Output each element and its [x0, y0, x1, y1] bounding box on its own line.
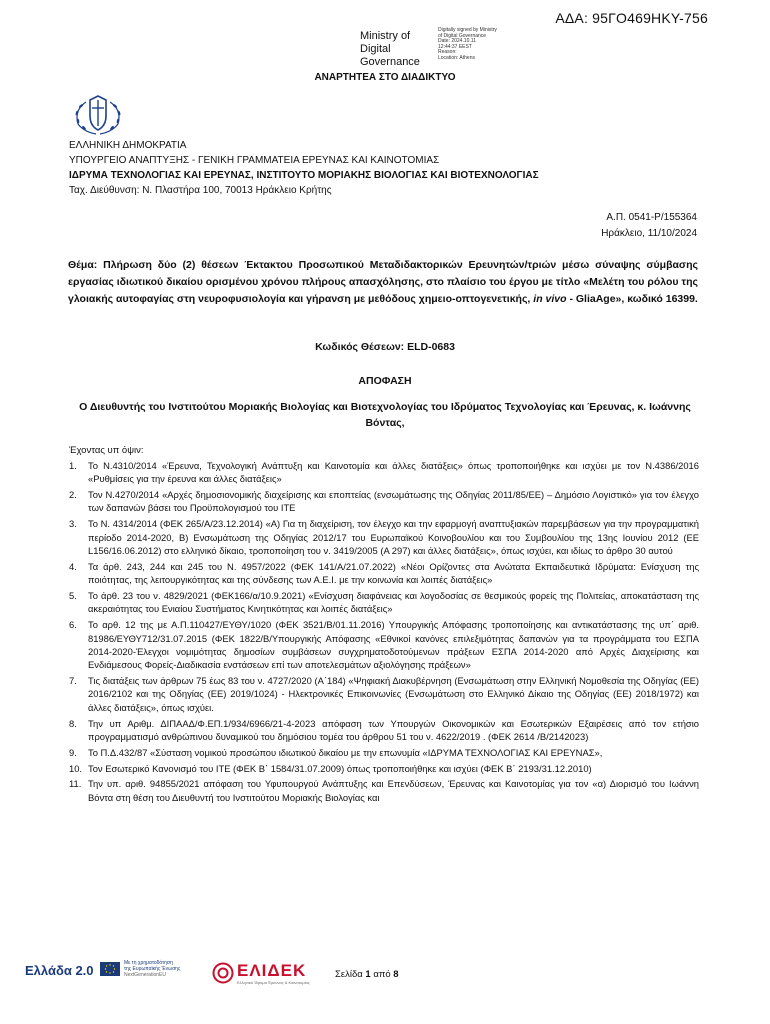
list-item [69, 589, 699, 616]
page-number [335, 969, 399, 980]
list-item [69, 746, 699, 759]
page-total: 8 [393, 969, 399, 980]
institution-header [69, 138, 539, 198]
subject-paragraph [68, 257, 698, 308]
document-refs [601, 210, 697, 242]
list-item-number: 9. [69, 746, 77, 758]
subject-italic: in vivo [533, 293, 567, 305]
list-item-text: Τον Εσωτερικό Κανονισμό του ΙΤΕ (ΦΕΚ Β΄ 1584/31.07.2009) όπως τροποποιήθηκε και ισχύει (ΦΕΚ Β΄ 2193/31.12.2010) [88, 762, 592, 774]
place-date: Ηράκλειο, 11/10/2024 [601, 228, 697, 239]
signature-org-line: Ministry of [360, 30, 411, 42]
list-item-number: 10. [69, 762, 83, 774]
signature-detail-line: Digitally signed by Ministry [438, 27, 497, 33]
decision-heading: ΑΠΟΦΑΣΗ [358, 375, 412, 387]
signature-detail-line: 12:44:37 EEST [438, 43, 472, 50]
list-item [69, 717, 699, 744]
signature-detail-line: Reason: [438, 49, 457, 56]
page-label: Σελίδα [335, 969, 366, 980]
greek-emblem-icon [68, 90, 128, 138]
list-item [69, 762, 699, 775]
eu-funding-text [124, 960, 180, 978]
list-item [69, 777, 699, 804]
list-item [69, 560, 699, 587]
list-item-text: Το Π.Δ.432/87 «Σύσταση νομικού προσώπου ιδιωτικού δικαίου με την επωνυμία «ΙΔΡΥΜΑ ΤΕΧΝΟΛΟΓΙΑΣ ΚΑΙ ΕΡΕΥΝΑΣ», [88, 746, 603, 758]
subject-text-end: - GliaAge», κωδικό 16399. [566, 293, 698, 305]
list-item-number: 2. [69, 489, 77, 501]
signature-detail-line: Date: 2024.10.11 [438, 38, 476, 45]
signature-detail-line: Location: Athens [438, 54, 475, 61]
signature-org [360, 30, 420, 69]
eu-funding-line: Με τη χρηματοδότηση [124, 960, 173, 966]
list-item [69, 618, 699, 671]
signature-org-line: Digital [360, 43, 391, 55]
ellada-logo [25, 962, 95, 982]
signature-org-line: Governance [360, 56, 420, 68]
subject-text: Θέμα: Πλήρωση δύο (2) θέσεων Έκτακτου Προσωπικού Μεταδιδακτορικών Ερευνητών/τριών μέσω σύναψης σύμβασης εργασίας ιδιωτικού δικαίου ορισμένου χρόνου πλήρους απασχόλησης, στο πλαίσιο του έργου με τίτλο «Μελέτη του ρόλου της γλοιακής αυτοφαγίας στη νευροφυσιολογία και γήρανση με μεθόδους χημειο-οπτογενετικής, [68, 259, 698, 305]
list-item-number: 11. [69, 778, 82, 790]
eu-funding-line: της Ευρωπαϊκής Ένωσης [124, 966, 181, 972]
list-item-text: Την υπ Αριθμ. ΔΙΠΑΑΔ/Φ.ΕΠ.1/934/6966/21-4-2023 απόφαση των Υπουργών Οικονομικών και Εσωτερικών Εξαιρέσεις από τον ετήσιο προγραμματισμό ανθρώπινου δυναμικού του δημόσιου τομέα του άρθρου 51 του ν. 4622/2019 . (ΦΕΚ 2614 /Β/2142023) [88, 717, 699, 742]
list-item-number: 4. [69, 560, 77, 572]
director-statement: Ο Διευθυντής του Ινστιτούτου Μοριακής Βιολογίας και Βιοτεχνολογίας του Ιδρύματος Τεχνολογίας και Έρευνας, κ. Ιωάννης Βόντας, [79, 401, 691, 429]
ellada-logo-text: Ελλάδα 2.0 [25, 963, 94, 978]
considerations-list [69, 459, 699, 807]
list-item-number: 6. [69, 619, 77, 631]
signature-details [438, 28, 497, 62]
elidek-subtitle: Ελληνικό Ίδρυμα Έρευνας & Καινοτομίας [237, 980, 310, 985]
list-item [69, 674, 699, 714]
header-address: Ταχ. Διεύθυνση: Ν. Πλαστήρα 100, 70013 Ηράκλειο Κρήτης [69, 185, 332, 196]
list-item-number: 8. [69, 717, 77, 729]
unposted-notice: ΑΝΑΡΤΗΤΕΑ ΣΤΟ ΔΙΑΔΙΚΤΥΟ [314, 72, 456, 83]
positions-code: Κωδικός Θέσεων: ELD-0683 [315, 341, 455, 353]
list-item-text: Το Ν. 4314/2014 (ΦΕΚ 265/Α/23.12.2014) «Α) Για τη διαχείριση, τον έλεγχο και την εφαρμογή αναπτυξιακών παρεμβάσεων για την προγραμματική περίοδο 2014-2020, Β) Ενσωμάτωση της Οδηγίας 2012/17 του Ευρωπαϊκού Κοινοβουλίου και του Συμβουλίου της 13ης Ιουνίου 2012 (ΕΕ L156/16.06.2012) στο ελληνικό δίκαιο, τροποποίηση του ν. 3419/2005 (Α 297) και άλλες διατάξεις», όπως ισχύει, και ιδίως το άρθρο 30 αυτού [88, 518, 699, 556]
considerations-intro: Έχοντας υπ όψιν: [69, 445, 144, 456]
list-item-text: Τα άρθ. 243, 244 και 245 του Ν. 4957/2022 (ΦΕΚ 141/Α/21.07.2022) «Νέοι Ορίζοντες στα Ανώτατα Εκπαιδευτικά Ιδρύματα: Ενίσχυση της ποιότητας, της λειτουργικότητας και της σύνδεσης των Α.Ε.Ι. με την κοινωνία και λοιπές διατάξεις» [88, 560, 699, 586]
list-item-text: Την υπ. αριθ. 94855/2021 απόφαση του Υφυπουργού Ανάπτυξης και Επενδύσεων, Έρευνας και Καινοτομίας για τον «α) Διορισμό του Ιωάννη Βόντα στη θέση του Διευθυντή του Ινστιτούτου Μοριακής Βιολογίας και [88, 778, 699, 803]
list-item-number: 5. [69, 590, 77, 602]
list-item [69, 488, 699, 515]
list-item-number: 3. [69, 518, 77, 530]
list-item-text: Το άρθ. 23 του ν. 4829/2021 (ΦΕΚ166/α/10.9.2021) «Ενίσχυση διαφάνειας και λογοδοσίας σε θεσμικούς φορείς της Πολιτείας, αποκατάσταση της ακεραιότητας του Ενιαίου Συστήματος Κινητικότητας και λοιπές διατάξεις» [88, 590, 699, 615]
list-item [69, 517, 699, 557]
list-item-text: Το Ν.4310/2014 «Έρευνα, Τεχνολογική Ανάπτυξη και Καινοτομία και άλλες διατάξεις» όπως τροποποιήθηκε και ισχύει με τον Ν.4386/2016 «Ρυθμίσεις για την έρευνα και άλλες διατάξεις» [88, 460, 699, 485]
eu-flag-icon [100, 962, 120, 976]
list-item [69, 459, 699, 486]
elidek-mark-icon [212, 962, 234, 984]
header-country: ΕΛΛΗΝΙΚΗ ΔΗΜΟΚΡΑΤΙΑ [69, 140, 187, 151]
list-item-number: 1. [69, 460, 77, 471]
page-current: 1 [365, 969, 371, 980]
elidek-logo-text: ΕΛΙΔΕΚ [237, 961, 307, 980]
list-item-number: 7. [69, 675, 77, 687]
header-ministry: ΥΠΟΥΡΓΕΙΟ ΑΝΑΠΤΥΞΗΣ - ΓΕΝΙΚΗ ΓΡΑΜΜΑΤΕΙΑ ΕΡΕΥΝΑΣ ΚΑΙ ΚΑΙΝΟΤΟΜΙΑΣ [69, 155, 440, 166]
signature-detail-line: of Digital Governance [438, 32, 487, 39]
eu-funding-line: NextGenerationEU [124, 972, 166, 978]
page-of: από [370, 969, 394, 980]
protocol-number: Α.Π. 0541-Ρ/155364 [606, 212, 697, 223]
ada-number: ΑΔΑ: 95ΓΟ469ΗΚΥ-756 [555, 10, 708, 26]
list-item-text: Τις διατάξεις των άρθρων 75 έως 83 του ν. 4727/2020 (Α΄184) «Ψηφιακή Διακυβέρνηση (Ενσωμάτωση στην Ελληνική Νομοθεσία της Οδηγίας (ΕΕ) 2016/2102 και της Οδηγίας (ΕΕ) 2019/1024) - Ηλεκτρονικές Επικοινωνίες (Ενσωμάτωση στο Ελληνικό Δίκαιο της Οδηγίας (ΕΕ) 2018/1972) και άλλες διατάξεις», όπως ισχύει. [88, 675, 699, 713]
list-item-text: Το αρθ. 12 της με Α.Π.110427/ΕΥΘΥ/1020 (ΦΕΚ 3521/Β/01.11.2016) Υπουργικής Απόφασης τροποποίησης και αντικατάστασης της υπ΄ αριθ. 81986/ΕΥΘΥ712/31.07.2015 (ΦΕΚ 1822/Β/Υπουργικής Απόφασης «Εθνικοί κανόνες επιλεξιμότητας δαπανών για τα προγράμματα του ΕΣΠΑ 2014-2020-Έλεγχοι νομιμότητας δημοσίων συμβάσεων συγχρηματοδοτούμενων πράξεων ΕΣΠΑ 2014-2020 από Αρχές Διαχείρισης και Ενδιάμεσους Φορείς-Διαδικασία ενστάσεων επί των αποτελεσμάτων αξιολόγησης πράξεων» [88, 619, 699, 671]
list-item-text: Τον Ν.4270/2014 «Αρχές δημοσιονομικής διαχείρισης και εποπτείας (ενσωμάτωσης της Οδηγίας 2011/85/ΕΕ) – Δημόσιο Λογιστικό» για τον έλεγχο των δαπανών βάσει του Προϋπολογισμού του ΙΤΕ [88, 489, 699, 514]
header-institute: ΙΔΡΥΜΑ ΤΕΧΝΟΛΟΓΙΑΣ ΚΑΙ ΕΡΕΥΝΑΣ, ΙΝΣΤΙΤΟΥΤΟ ΜΟΡΙΑΚΗΣ ΒΙΟΛΟΓΙΑΣ ΚΑΙ ΒΙΟΤΕΧΝΟΛΟΓΙΑΣ [69, 170, 539, 181]
